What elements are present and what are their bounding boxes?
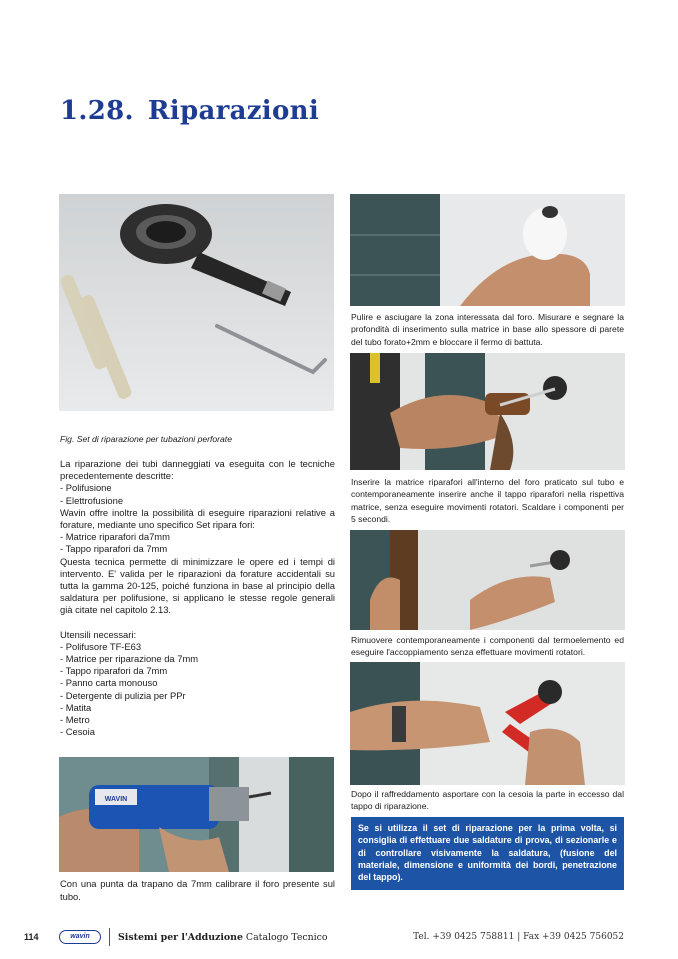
list-item: - Matrice per riparazione da 7mm	[60, 653, 335, 665]
series-subtitle: Catalogo Tecnico	[242, 932, 328, 943]
list-item: - Elettrofusione	[60, 495, 335, 507]
list-item: - Polifusione	[60, 482, 335, 494]
techniques-list	[60, 482, 335, 506]
cut-caption: Dopo il raffreddamento asportare con la cesoia la parte in eccesso dal tappo di riparazione.	[351, 789, 624, 812]
tools-list	[60, 641, 335, 739]
remove-photo	[350, 530, 625, 630]
clean-photo	[350, 194, 625, 306]
wavin-logo: wavin	[59, 930, 101, 944]
insert-photo	[350, 353, 625, 470]
list-item: - Tappo riparafori da 7mm	[60, 543, 335, 555]
series-name: Sistemi per l'Adduzione	[118, 932, 243, 943]
list-item: - Metro	[60, 714, 335, 726]
section-number: 1.28.	[60, 96, 134, 126]
body-text	[60, 458, 335, 738]
drill-brand-label: WAVIN	[104, 796, 128, 803]
kit-list	[60, 531, 335, 555]
list-item: - Panno carta monouso	[60, 677, 335, 689]
drill-caption: Con una punta da trapano da 7mm calibrare il foro presente sul tubo.	[60, 878, 335, 902]
cut-photo	[350, 662, 625, 785]
remove-caption: Rimuovere contemporaneamente i componenti dal termoelemento ed eseguire l'accoppiamento senza effettuare movimenti rotatori.	[351, 635, 624, 658]
list-item: - Polifusore TF-E63	[60, 641, 335, 653]
section-title: Riparazioni	[147, 96, 320, 126]
contact-info: Tel. +39 0425 758811 | Fax +39 0425 756052	[413, 932, 624, 942]
insert-caption: Inserire la matrice riparafori all'interno del foro praticato sul tubo e contemporaneamente inserire anche il tappo riparafori nella rispettiva matrice, senza eseguire movimenti rotatori. Scaldare i componenti per 5 secondi.	[351, 477, 624, 525]
technique-paragraph: Questa tecnica permette di minimizzare le opere ed i tempi di intervento. E' valida per le riparazioni da forature accidentali su tutta la gamma 20-125, poiché funziona in base al principio della saldatura per polifusione, si applicano le stesse regole generali già citate nel capitolo 2.13.	[60, 555, 335, 616]
list-item: - Detergente di pulizia per PPr	[60, 690, 335, 702]
drill-photo	[59, 757, 334, 872]
list-item: - Cesoia	[60, 726, 335, 738]
page-title	[60, 96, 319, 126]
page-footer	[0, 928, 678, 948]
list-item: - Matita	[60, 702, 335, 714]
kit-paragraph: Wavin offre inoltre la possibilità di eseguire riparazioni relative a forature, mediante uno specifico Set ripara fori:	[60, 506, 335, 531]
first-use-note: Se si utilizza il set di riparazione per la prima volta, si consiglia di effettuare due saldature di prova, di sezionarle e di controllare visivamente la saldatura, (fusione del materiale, dimensione e uniformità dei bordi, penetrazione del tappo).	[351, 817, 624, 890]
tools-heading: Utensili necessari:	[60, 628, 137, 640]
list-item: - Tappo riparafori da 7mm	[60, 665, 335, 677]
clean-caption: Pulire e asciugare la zona interessata dal foro. Misurare e segnare la profondità di inserimento sulla matrice in base allo spessore di parete del tubo forato+2mm e bloccare il fermo di battuta.	[351, 312, 624, 347]
figure-caption: Fig. Set di riparazione per tubazioni perforate	[60, 434, 232, 444]
intro-paragraph: La riparazione dei tubi danneggiati va eseguita con le tecniche precedentemente descritte:	[60, 458, 335, 482]
page-number: 114	[24, 932, 39, 942]
repair-kit-photo	[59, 194, 334, 411]
list-item: - Matrice riparafori da7mm	[60, 531, 335, 543]
catalog-series	[118, 932, 328, 943]
footer-separator	[109, 928, 110, 946]
